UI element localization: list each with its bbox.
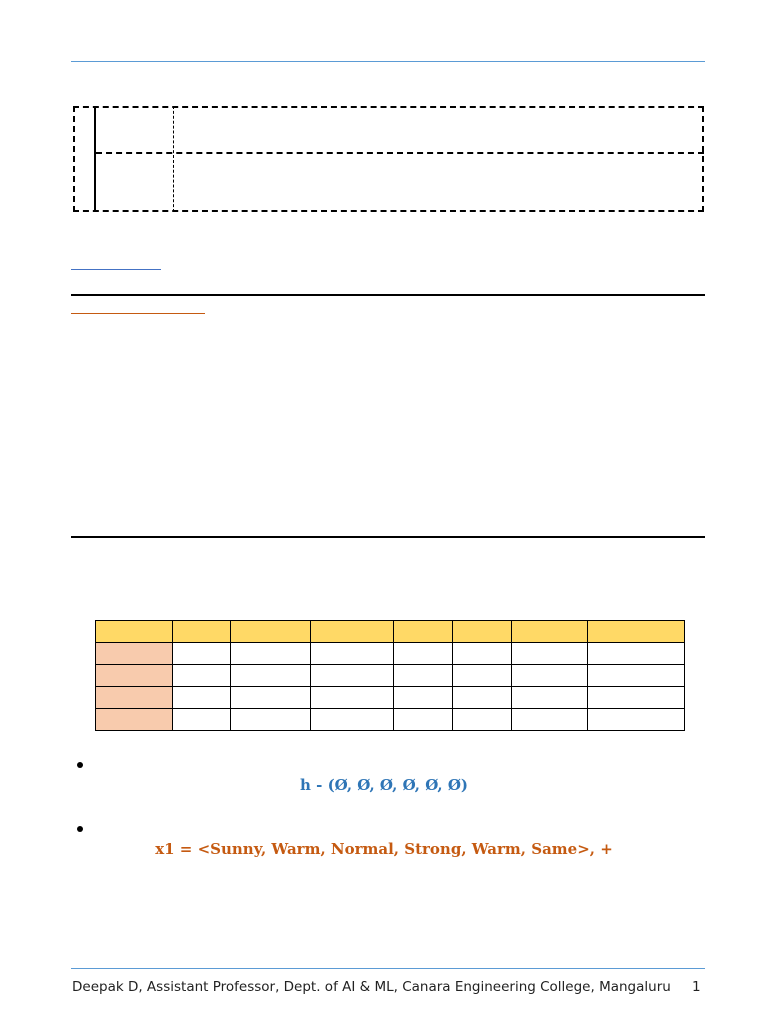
table-cell	[512, 709, 588, 731]
header-rule	[71, 61, 705, 62]
table-cell	[173, 687, 231, 709]
table-cell	[512, 687, 588, 709]
table-header-row	[96, 621, 685, 643]
footer-rule	[71, 968, 705, 969]
table-cell	[453, 643, 512, 665]
link-underline[interactable]	[71, 269, 161, 270]
table-cell	[394, 665, 453, 687]
table-cell	[512, 643, 588, 665]
table-cell	[453, 665, 512, 687]
table-cell	[311, 709, 394, 731]
table-cell	[173, 621, 231, 643]
table-cell	[96, 621, 173, 643]
header-box-label-column	[96, 106, 174, 212]
table-row	[96, 687, 685, 709]
page-number: 1	[692, 979, 701, 995]
table-row-header	[96, 709, 173, 731]
table-cell	[311, 687, 394, 709]
table-cell	[231, 643, 311, 665]
table-cell	[311, 665, 394, 687]
header-box-row-divider	[96, 152, 704, 154]
table-cell	[231, 687, 311, 709]
table-cell	[453, 621, 512, 643]
table-cell	[311, 621, 394, 643]
table-cell	[173, 709, 231, 731]
table-cell	[588, 643, 685, 665]
table-cell	[394, 687, 453, 709]
table-cell	[394, 643, 453, 665]
table-cell	[231, 621, 311, 643]
table-cell	[588, 621, 685, 643]
table-row-header	[96, 643, 173, 665]
heading-underline	[71, 313, 205, 314]
table-row	[96, 709, 685, 731]
table-cell	[311, 643, 394, 665]
section-rule-bottom	[71, 536, 705, 538]
table-row-header	[96, 665, 173, 687]
bullet-point	[77, 762, 83, 768]
table-cell	[512, 621, 588, 643]
table-cell	[588, 665, 685, 687]
footer-author: Deepak D, Assistant Professor, Dept. of AI & ML, Canara Engineering College, Mangaluru	[72, 979, 671, 995]
example-formula: x1 = <Sunny, Warm, Normal, Strong, Warm, Same>, +	[155, 840, 613, 858]
table-row	[96, 643, 685, 665]
training-examples-table	[95, 620, 685, 731]
table-cell	[231, 709, 311, 731]
table-cell	[173, 643, 231, 665]
table-cell	[394, 621, 453, 643]
table-cell	[588, 709, 685, 731]
table-cell	[394, 709, 453, 731]
hypothesis-formula: h - (Ø, Ø, Ø, Ø, Ø, Ø)	[300, 776, 468, 794]
table-cell	[512, 665, 588, 687]
table-cell	[453, 687, 512, 709]
table-row	[96, 665, 685, 687]
table-row-header	[96, 687, 173, 709]
section-rule-top	[71, 294, 705, 296]
table-cell	[231, 665, 311, 687]
bullet-point	[77, 826, 83, 832]
table-cell	[453, 709, 512, 731]
header-box-left-column	[73, 106, 96, 212]
table-cell	[173, 665, 231, 687]
table-cell	[588, 687, 685, 709]
